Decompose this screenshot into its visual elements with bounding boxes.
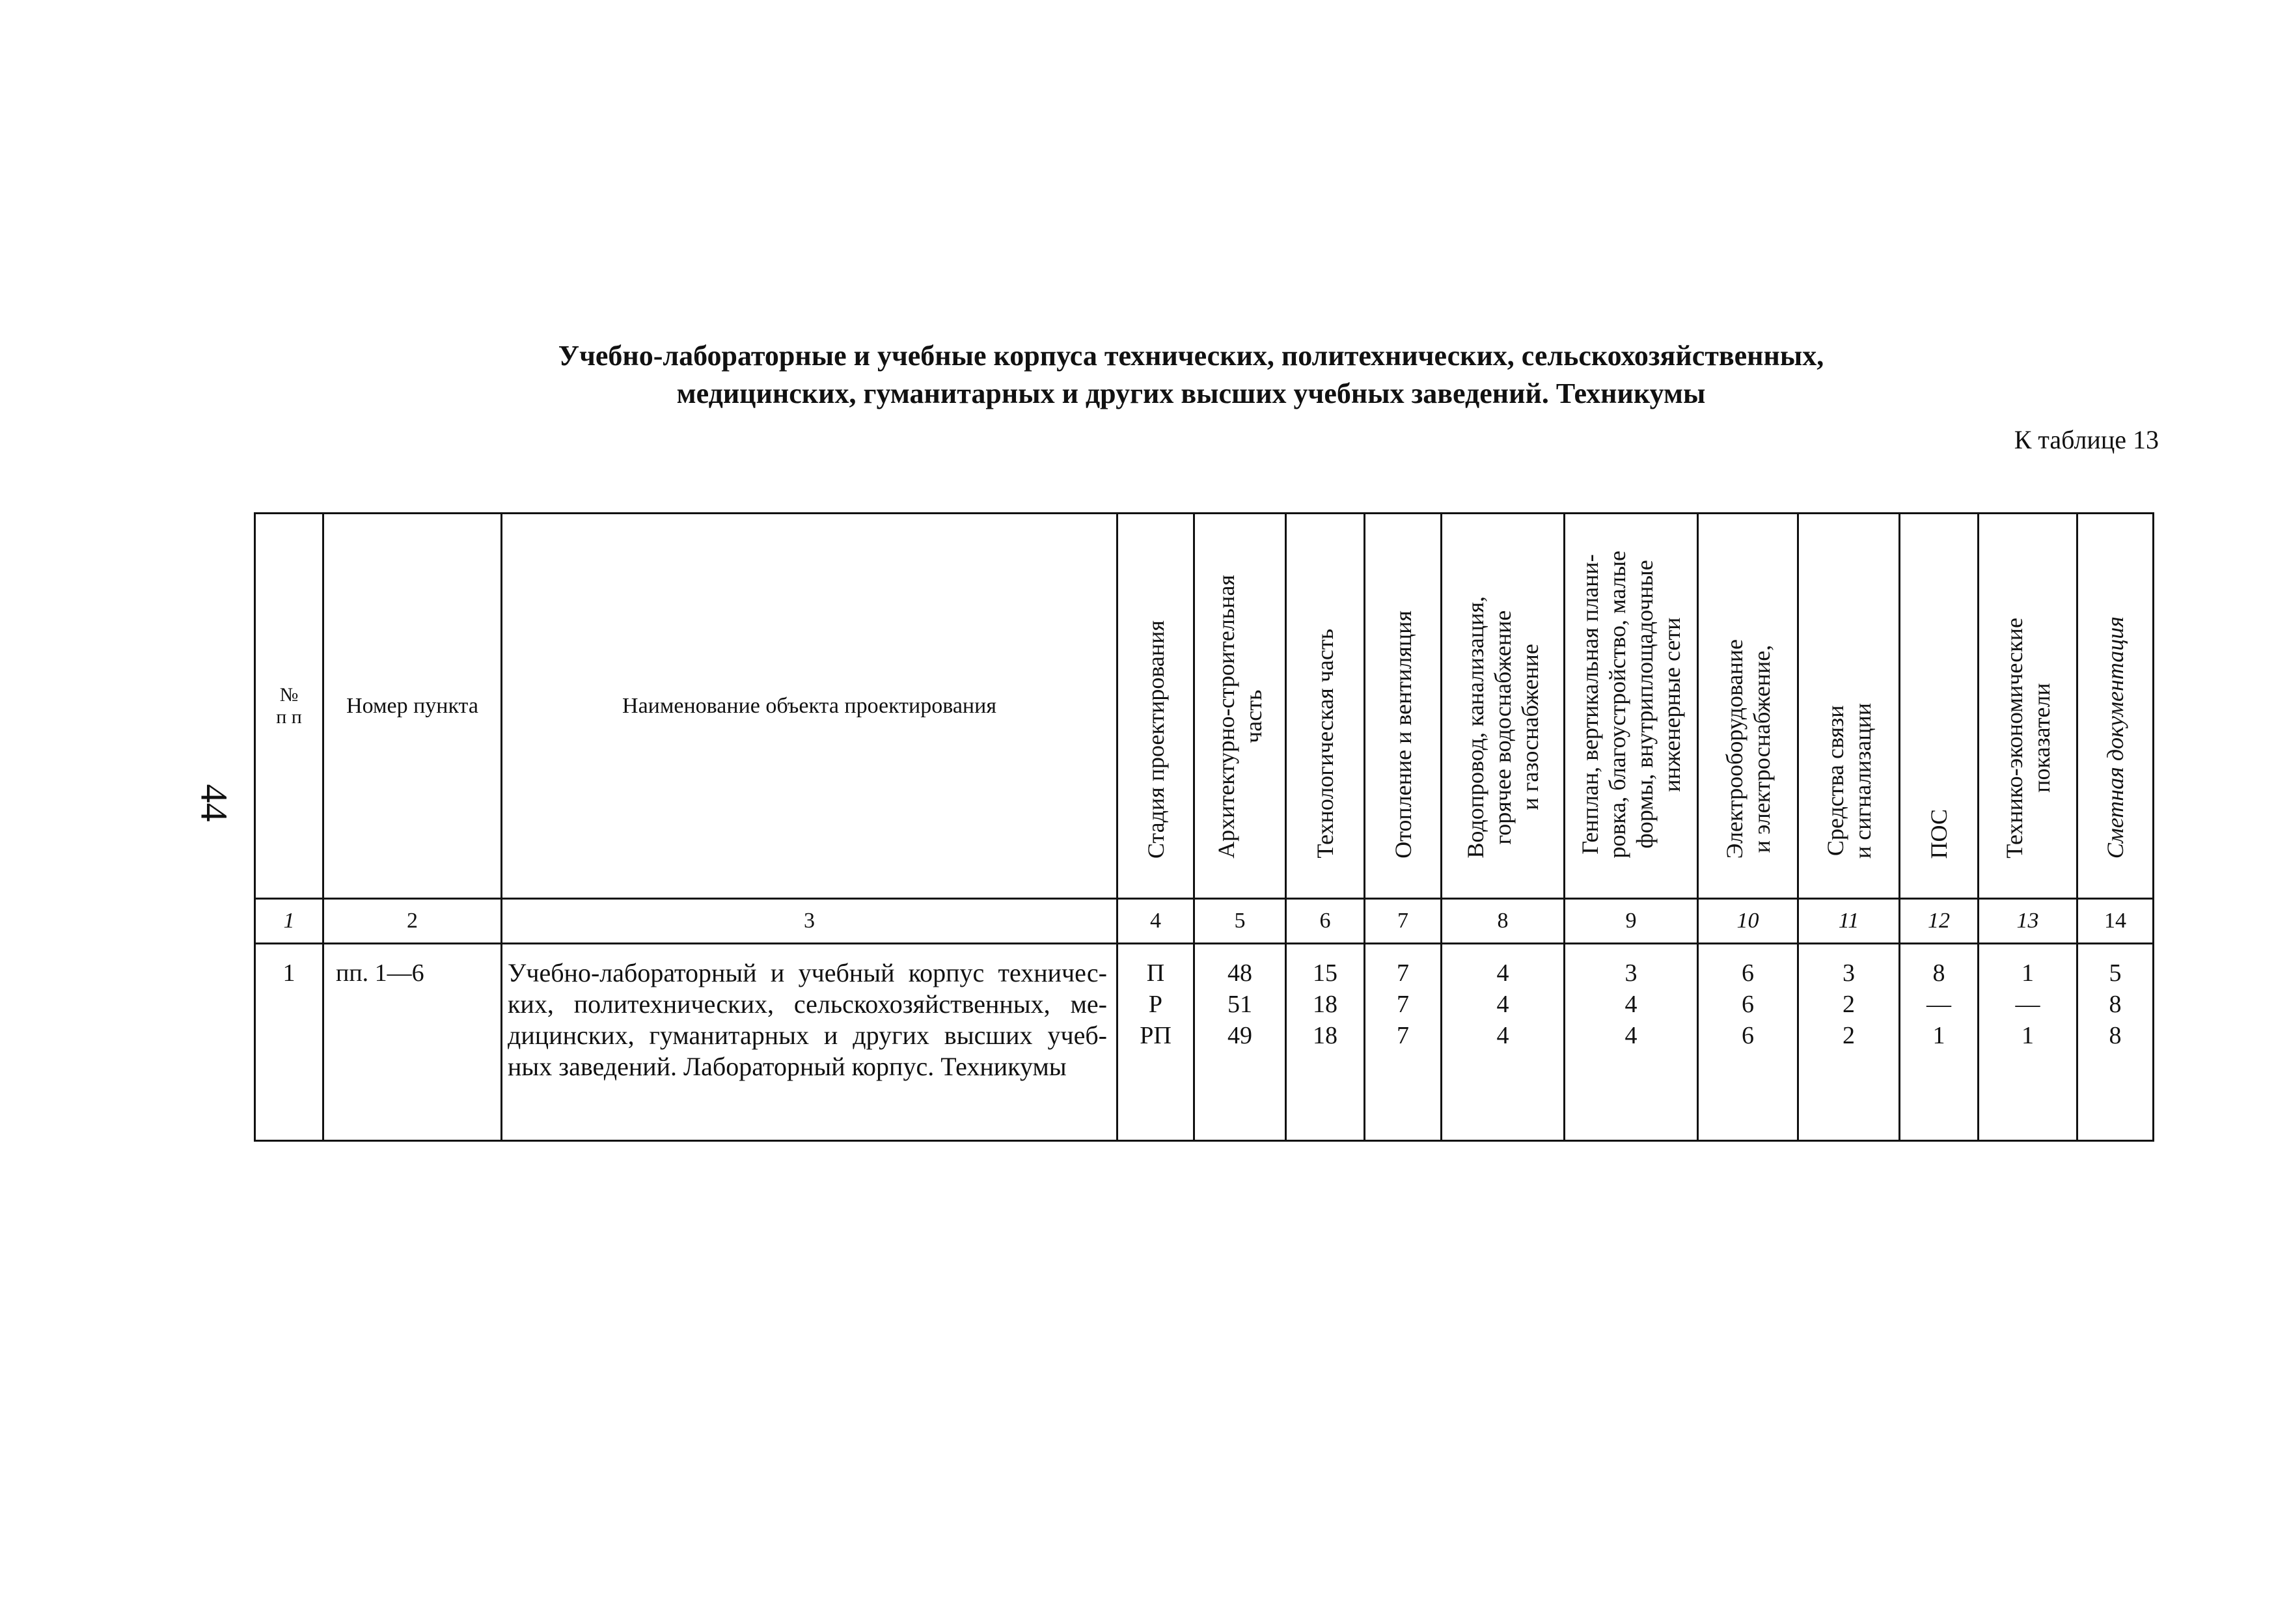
value-cell: 15 18 18 <box>1286 944 1365 1141</box>
column-number: 4 <box>1117 899 1194 944</box>
value-cell: 48 51 49 <box>1194 944 1286 1141</box>
value-cell: 3 4 4 <box>1565 944 1698 1141</box>
value-cell: 4 4 4 <box>1442 944 1565 1141</box>
header-col-14: Сметная документация <box>2077 514 2154 899</box>
column-number: 14 <box>2077 899 2154 944</box>
value-cell: 5 8 8 <box>2077 944 2154 1141</box>
header-col-6: Технологическая часть <box>1286 514 1365 899</box>
header-col-11: Средства связи и сигнализации <box>1798 514 1900 899</box>
header-col-1: № п п <box>255 514 323 899</box>
column-number: 9 <box>1565 899 1698 944</box>
value-cell: 3 2 2 <box>1798 944 1900 1141</box>
column-number: 2 <box>323 899 502 944</box>
column-number: 7 <box>1365 899 1442 944</box>
column-number: 8 <box>1442 899 1565 944</box>
header-col-12: ПОС <box>1900 514 1979 899</box>
header-col-3: Наименование объекта проектирования <box>502 514 1117 899</box>
header-col-2: Номер пункта <box>323 514 502 899</box>
column-number: 1 <box>255 899 323 944</box>
document-title: Учебно-лабораторные и учебные корпуса технических, политехнических, сельскохозяйственных, медицинских, гуманитарных и других высших учебных заведений. Техникумы <box>558 340 1824 409</box>
value-cell: 1 — 1 <box>1979 944 2077 1141</box>
header-col-13: Технико-экономические показатели <box>1979 514 2077 899</box>
column-number: 13 <box>1979 899 2077 944</box>
value-cell: 6 6 6 <box>1698 944 1798 1141</box>
column-number: 6 <box>1286 899 1365 944</box>
header-col-9: Генплан, вертикальная плани- ровка, благоустройство, малые формы, внутриплощадочные инженерные сети <box>1565 514 1698 899</box>
header-col-10: Электрооборудование и электроснабжение, <box>1698 514 1798 899</box>
header-col-5: Архитектурно-строительная часть <box>1194 514 1286 899</box>
table-row <box>255 944 2154 1141</box>
header-col-7: Отопление и вентиляция <box>1365 514 1442 899</box>
column-number: 5 <box>1194 899 1286 944</box>
column-number: 11 <box>1798 899 1900 944</box>
header-col-4: Стадия проектирования <box>1117 514 1194 899</box>
column-number-row <box>255 899 2154 944</box>
column-number: 3 <box>502 899 1117 944</box>
stage-cell: П Р РП <box>1117 944 1194 1141</box>
column-number: 12 <box>1900 899 1979 944</box>
page-number: 44 <box>193 784 236 822</box>
header-row <box>255 514 2154 899</box>
object-name-cell: Учебно-лабораторный и учебный корпус техничес-ких, политехнических, сельскохозяйственных, ме-дицинских, гуманитарных и других высших учеб-ных заведений. Лабораторный корпус. Техникумы <box>502 944 1117 1141</box>
table-reference: К таблице 13 <box>2014 425 2159 454</box>
row-number-cell: 1 <box>255 944 323 1141</box>
value-cell: 7 7 7 <box>1365 944 1442 1141</box>
column-number: 10 <box>1698 899 1798 944</box>
header-col-8: Водопровод, канализация, горячее водоснабжение и газоснабжение <box>1442 514 1565 899</box>
item-number-cell: пп. 1—6 <box>323 944 502 1141</box>
value-cell: 8 — 1 <box>1900 944 1979 1141</box>
data-table <box>254 512 2154 1142</box>
